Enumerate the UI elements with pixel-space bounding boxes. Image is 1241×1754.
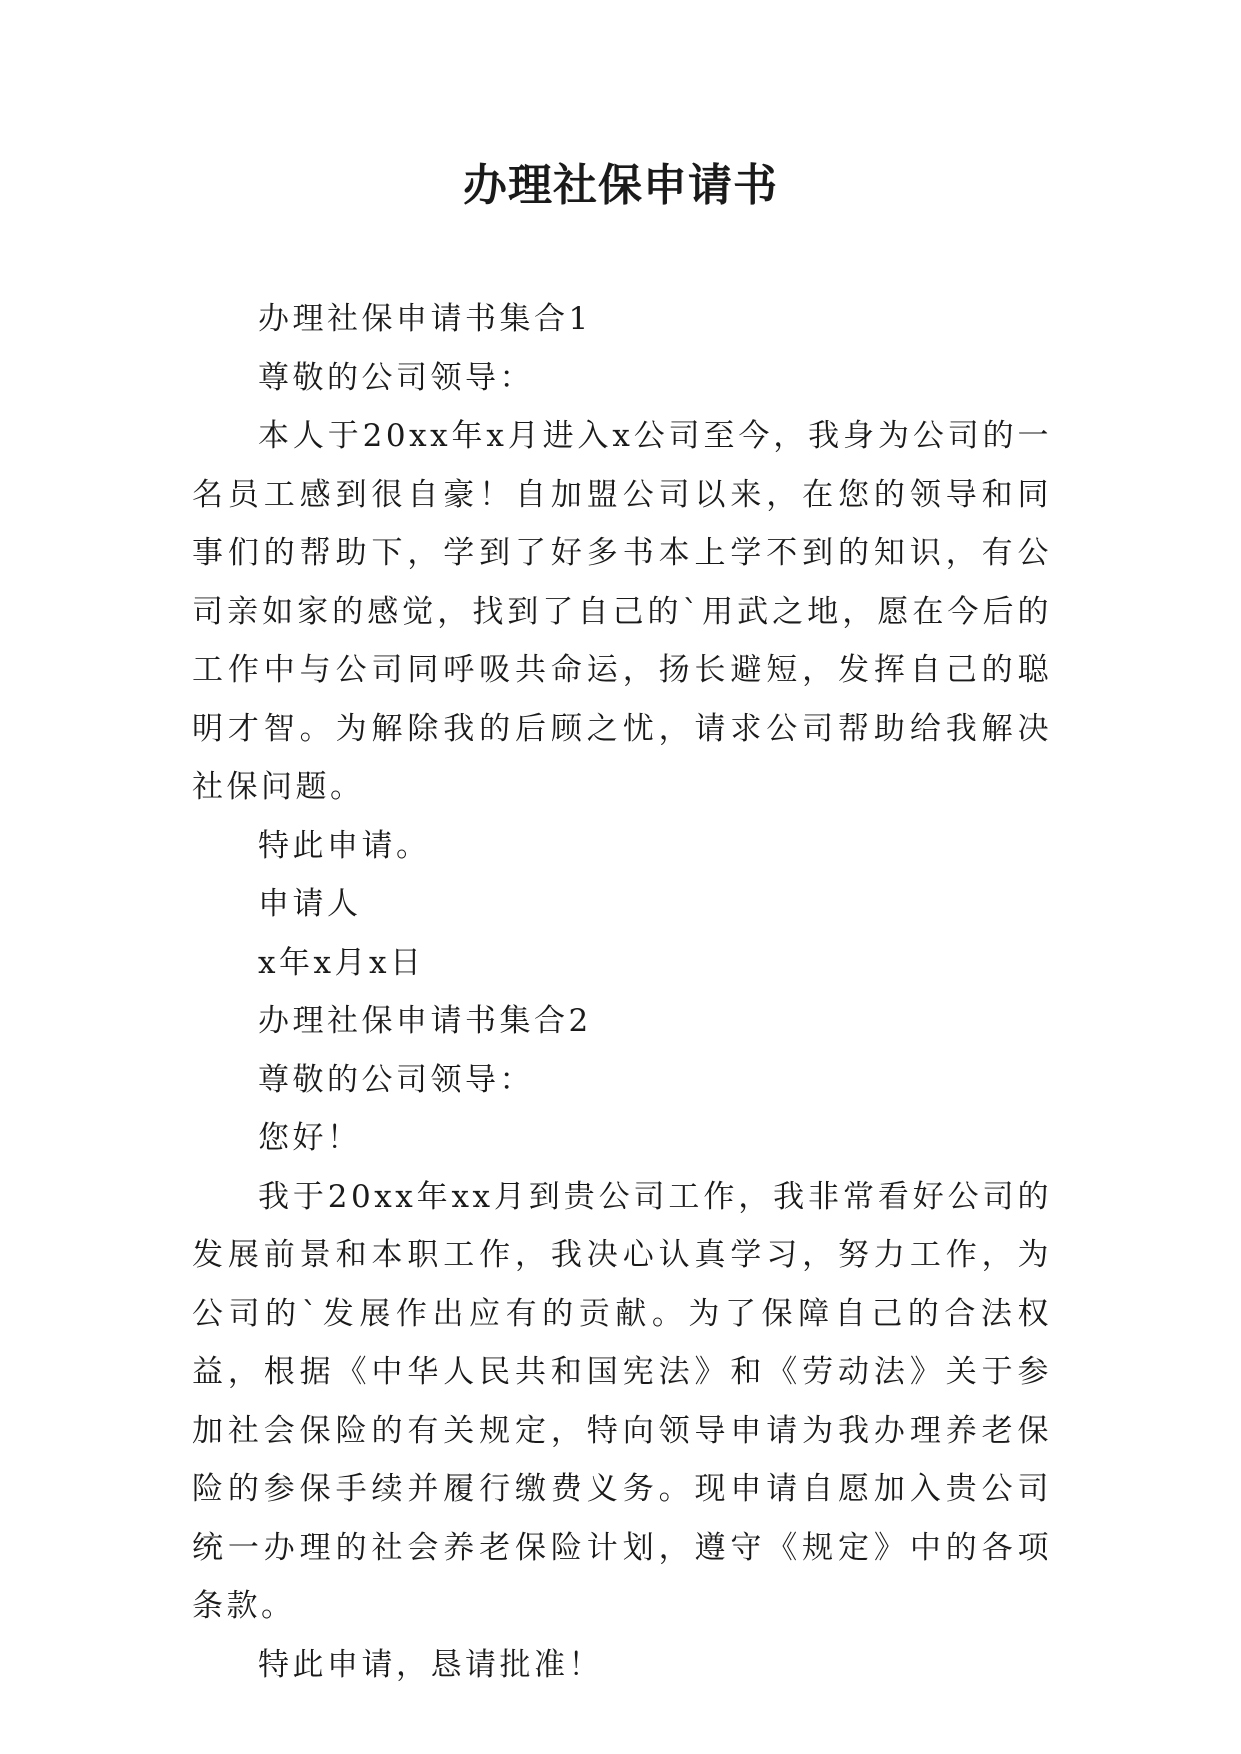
closing-2: 特此申请，恳请批准！ (258, 1646, 603, 1683)
body-paragraph-2: 我于20xx年xx月到贵公司工作，我非常看好公司的发展前景和本职工作，我决心认真学习，努力工作，为公司的`发展作出应有的贡献。为了保障自己的合法权益，根据《中华人民共和国宪法》和《劳动法》关于参加社会保险的有关规定，特向领导申请为我办理养老保险的参保手续并履行缴费义务。现申请自愿加入贵公司统一办理的社会养老保险计划，遵守《规定》中的各项条款。 (192, 1178, 1052, 1624)
document-body (192, 290, 1052, 1694)
section-heading-2: 办理社保申请书集合2 (258, 1003, 592, 1039)
document-title: 办理社保申请书 (463, 160, 778, 211)
section-heading-1: 办理社保申请书集合1 (258, 301, 592, 337)
applicant-label: 申请人 (258, 886, 362, 922)
salutation-1: 尊敬的公司领导： (258, 359, 534, 396)
date-line: x年x月x日 (258, 944, 425, 981)
closing-1: 特此申请。 (258, 827, 431, 864)
salutation-2: 尊敬的公司领导： (258, 1061, 534, 1098)
greeting: 您好！ (258, 1120, 362, 1156)
body-paragraph-1: 本人于20xx年x月进入x公司至今，我身为公司的一名员工感到很自豪！自加盟公司以来，在您的领导和同事们的帮助下，学到了好多书本上学不到的知识，有公司亲如家的感觉，找到了自己的`用武之地，愿在今后的工作中与公司同呼吸共命运，扬长避短，发挥自己的聪明才智。为解除我的后顾之忧，请求公司帮助给我解决社保问题。 (192, 418, 1052, 805)
